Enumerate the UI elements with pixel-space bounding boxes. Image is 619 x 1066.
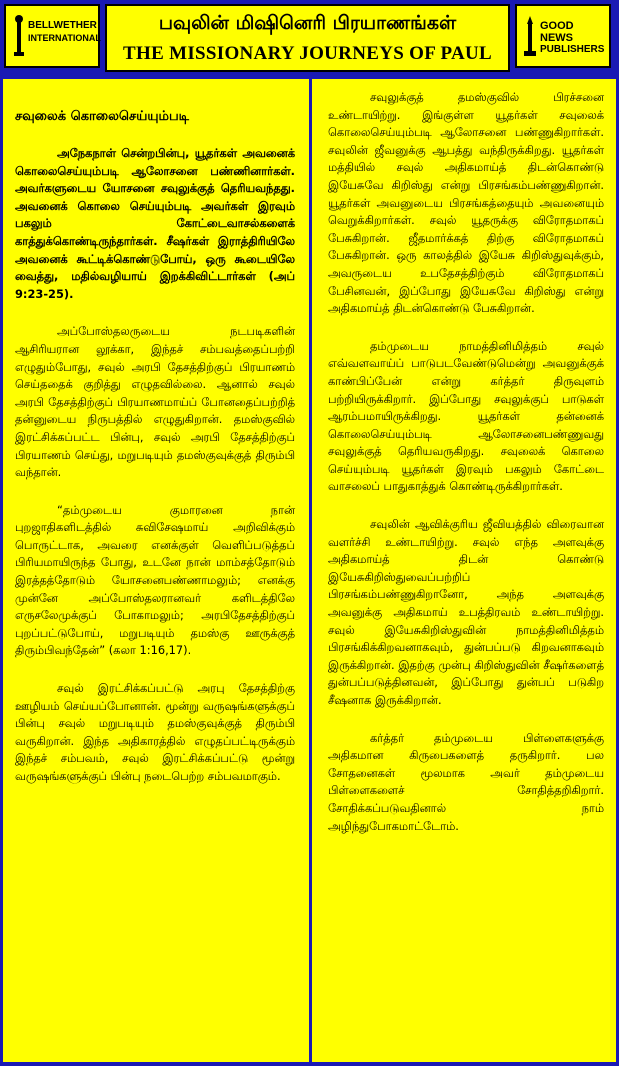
paragraph: கர்த்தர் தம்முடைய பிள்ளைகளுக்கு அதிகமான கிருபைகளைத் தருகிறார். பல சோதனைகள் மூலமாக அவர் தம்முடைய பிள்ளைகளைச் சோதித்தறிகிறார். சோதிக்கப்படுவதினால் நாம் அழிந்துபோகமாட்டோம். [328,730,604,833]
section-heading: சவுலைக் கொலைசெய்யும்படி [15,109,189,124]
shepherd-icon [12,14,26,58]
intro-paragraph: அநேகநாள் சென்றபின்பு, யூதர்கள் அவனைக் கொலைசெய்யும்படி ஆலோசனை பண்ணினார்கள். அவர்களுடைய யோசனை சவுலுக்குத் தெரியவந்தது. அவனைக் கொலை செய்யும்படி அவர்கள் இரவும் பகலும் கோட்டைவாசல்களைக் காத்துக்கொண்டிருந்தார்கள். சீஷர்கள் இராத்திரியிலே அவனைக் கூட்டிக்கொண்டுபோய், ஒரு கூடையிலே வைத்து, மதில்வழியாய் இறக்கிவிட்டார்கள் (அப் 9:23-25). [15,146,295,301]
logo-left-line2: INTERNATIONAL [28,33,101,43]
paragraph: தம்முடைய நாமத்தினிமித்தம் சவுல் எவ்வளவாய்ப் பாடுபடவேண்டுமென்று அவனுக்குக் காண்பிப்பேன் என்று கர்த்தர் திருவுளம் பற்றியிருக்கிறார். இப்போது சவுலுக்குப் பாடுகள் ஆரம்பமாயிருக்கிறது. யூதர்கள் தன்னைக் கொலைசெய்யும்படி ஆலோசனைபண்ணுவது சவுலுக்குத் தெரியவருகிறது. சவுலைக் கொலை செய்யும்படி யூதர்கள் இரவும் பகலும் கோட்டை வாசலைப் பாதுகாத்துக் கொண்டிருக்கிறார்கள். [328,338,604,494]
good-news-logo [515,4,611,68]
quote-paragraph: “தம்முடைய குமாரனை நான் புறஜாதிகளிடத்தில் சுவிசேஷமாய் அறிவிக்கும் பொருட்டாக, அவரை எனக்குள் வெளிப்படுத்தப் பிரியமாயிருந்த போது, உடனே நான் மாம்சத்தோடும் இரத்தத்தோடும் யோசனைபண்ணாமலும்; எனக்கு முன்னே அப்போஸ்தலரானவர் களிடத்திலே எருசலேமுக்குப் போகாமலும்; அரபிதேசத்திற்குப் புறப்பட்டுபோய், மறுபடியும் தமஸ்கு ஊருக்குத் திரும்பிவந்தேன்” (கலா 1:16,17). [15,502,295,658]
bellwether-logo [4,4,100,68]
page-title-english: THE MISSIONARY JOURNEYS OF PAUL [123,43,492,64]
paragraph: சவுலுக்குத் தமஸ்குவில் பிரச்சனை உண்டாயிற்று. இங்குள்ள யூதர்கள் சவுலைக் கொலைசெய்யும்படி ஆலோசனை பண்ணுகிறார்கள். சவுலின் ஜீவனுக்கு ஆபத்து வந்திருக்கிறது. யூதர்கள் மத்தியில் சவுல் அதிகமாய்த் திடன்கொண்டு இயேசுவே கிறிஸ்து என்று பிரசங்கம்பண்ணுகிறான். யூதர்கள் அவனுடைய பிரசங்கத்தையும் அவனையும் வெறுக்கிறார்கள். சவுல் யூதருக்கு விரோதமாகப் பேசுகிறான். ஜீதமார்க்கத் திற்கு விரோதமாகப் பேசுகிறான். ஒரு காலத்தில் இயேசு கிறிஸ்துவுக்கும், அவருடைய உபதேசத்திற்கும் விரோதமாகப் பேசினவன், இப்போது இயேசுவே கிறிஸ்து என்று அதிகமாய்த் திடன்கொண்டு பேசுகிறான். [328,90,604,316]
paragraph: அப்போஸ்தலருடைய நடபடிகளின் ஆசிரியரான லூக்கா, இந்தச் சம்பவத்தைப்பற்றி எழுதும்போது, சவுல் அரபி தேசத்திற்குப் பிரயாணம் செய்ததைக் குறித்து எழுதவில்லை. ஆனால் சவுல் அரபி தேசத்திற்குப் பிரயாணமாய்ப் போனதைப்பற்றித் தன்னுடைய நிருபத்தில் எழுதுகிறான். தமஸ்குவில் இரட்சிக்கப்பட்ட பின்பு, சவுல் அரபி தேசத்திற்குப் பிரயாணம் செய்து, மறுபடியும் தமஸ்குவுக்குத் திரும்பி வந்தான். [15,324,295,480]
title-box [105,4,510,72]
page-title-tamil: பவுலின் மிஷினெரி பிரயாணங்கள் [158,12,457,34]
logo-right-line2: PUBLISHERS [540,44,605,55]
logo-right-line1: GOOD NEWS [540,20,574,44]
logo-left-line1: BELLWETHER [28,20,97,31]
lamp-icon [522,14,538,58]
left-column [3,79,309,1062]
paragraph: சவுல் இரட்சிக்கப்பட்டு அரபு தேசத்திற்கு ஊழியம் செய்யப்போனான். மூன்று வருஷங்களுக்குப் பின்பு சவுல் மறுபடியும் தமஸ்குவுக்குத் திரும்பி வருகிறான். இந்த அதிகாரத்தில் எழுதப்பட்டிருக்கும் இந்தச் சம்பவம், சவுல் இரட்சிக்கப்பட்டு மூன்று வருஷங்களுக்குப் பின்பு நடைபெற்ற சம்பவமாகும். [15,681,295,783]
right-column [312,79,616,1062]
paragraph: சவுலின் ஆவிக்குரிய ஜீவியத்தில் விரைவான வளர்ச்சி உண்டாயிற்று. சவுல் எந்த அளவுக்கு அதிகமாய்த் திடன் கொண்டு இயேசுகிறிஸ்துவைப்பற்றிப் பிரசங்கம்பண்ணுகிறானோ, அந்த அளவுக்கு அவனுக்கு அதிகமாய் உபத்திரவம் உண்டாயிற்று. சவுல் இயேசுகிறிஸ்துவின் நாமத்தினிமித்தம் பிரசங்கிக்கிறவனாகவும், துன்பப்படு கிறவனாகவும் இருக்கிறான். இதற்கு முன்பு கிறிஸ்துவின் சீஷர்களைத் துன்பப்படுத்தினவன், இப்போது துன்பப் படுகிற சீஷனாக இருக்கிறான். [328,517,604,707]
page-header [0,0,619,77]
